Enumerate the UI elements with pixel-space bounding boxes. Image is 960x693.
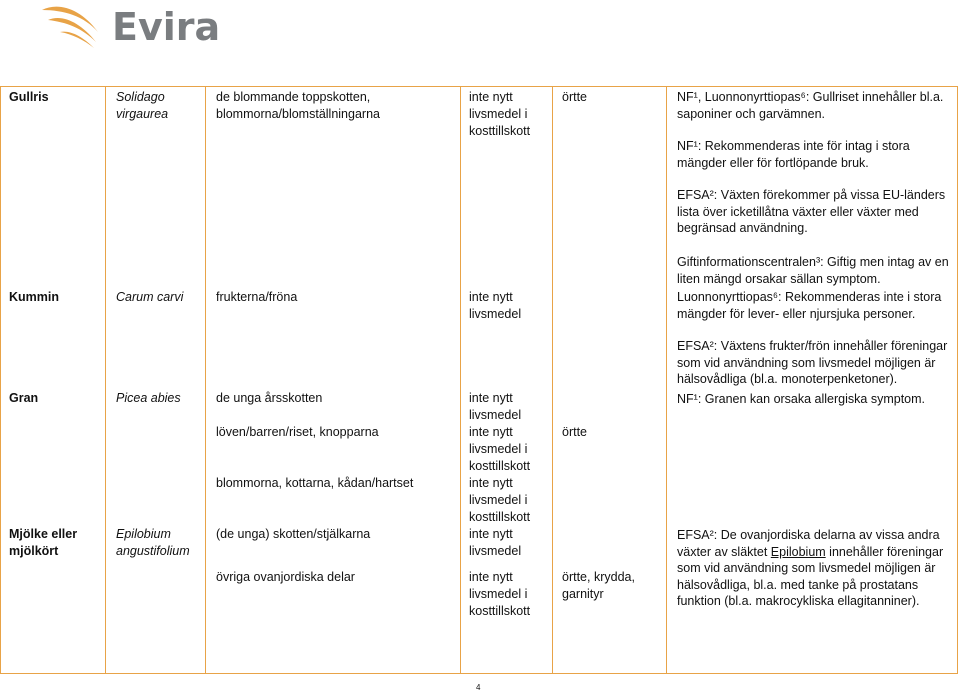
col-border-4 — [552, 86, 553, 674]
evira-logo — [40, 2, 221, 52]
row-gran-part-2-status-3: kosttillskott — [469, 459, 531, 473]
row-mjolke-part-2-use-1: örtte, krydda, — [562, 570, 635, 584]
row-kummin-part: frukterna/fröna — [216, 290, 298, 304]
row-mjolke-part-1-status-2: livsmedel — [469, 544, 522, 558]
row-gullris-part: de blommande toppskotten, blommorna/blomställningarna — [216, 90, 380, 121]
row-gullris-status-2: livsmedel i — [469, 107, 528, 121]
page-number: 4 — [476, 683, 481, 692]
row-gran-part-2-status-2: livsmedel i — [469, 442, 528, 456]
evira-leaf-icon — [40, 2, 112, 52]
col-border-2 — [205, 86, 206, 674]
row-gullris-note-2: NF¹: Rekommenderas inte för intag i stora mängder eller för fortlöpande bruk. — [677, 139, 910, 170]
row-gran-part-2-use: örtte — [562, 425, 588, 439]
row-gran-part-1: de unga årsskotten — [216, 391, 323, 405]
row-gran-part-3-status-1: inte nytt — [469, 476, 513, 490]
row-gullris-use: örtte — [562, 90, 588, 104]
col-border-3 — [460, 86, 461, 674]
row-gullris-status-3: kosttillskott — [469, 124, 531, 138]
row-mjolke-note-1: EFSA²: De ovanjordiska delarna av vissa andra växter av släktet Epilobium innehåller föreningar som vid användning som livsmedel möjligen är hälsovådliga, bl.a. med tanke på prostatans funktion (bl.a. makrocykliska ellagitanniner). — [677, 528, 944, 608]
col-border-1 — [105, 86, 106, 674]
row-gran-part-2-status-1: inte nytt — [469, 425, 513, 439]
row-mjolke-part-2-status-3: kosttillskott — [469, 604, 531, 618]
logo-text: Evira — [112, 5, 221, 49]
row-gran-part-3-status-2: livsmedel i — [469, 493, 528, 507]
row-mjolke-latin-2: angustifolium — [116, 544, 190, 558]
row-kummin-name: Kummin — [9, 290, 59, 304]
row-mjolke-part-1-status-1: inte nytt — [469, 527, 513, 541]
row-gullris-latin-2: virgaurea — [116, 107, 169, 121]
row-kummin-note-3: EFSA²: Växtens frukter/frön innehåller föreningar som vid användning som livsmedel möjligen är hälsovådliga (bl.a. monoterpenketoner). — [677, 339, 948, 386]
row-mjolke-part-1: (de unga) skotten/stjälkarna — [216, 527, 371, 541]
row-kummin-note-2: Luonnonyrttiopas⁶: Rekommenderas inte i stora mängder för lever- eller njursjuka personer. — [677, 290, 942, 321]
col-border-0 — [0, 86, 1, 674]
row-gullris-note-1: NF¹, Luonnonyrttiopas⁶: Gullriset innehåller bl.a. saponiner och garvämnen. — [677, 90, 944, 121]
row-mjolke-part-2: övriga ovanjordiska delar — [216, 570, 355, 584]
table-border-bottom — [0, 673, 958, 674]
row-gullris-name: Gullris — [9, 90, 49, 104]
row-mjolke-latin-1: Epilobium — [116, 527, 171, 541]
row-gran-part-1-status-2: livsmedel — [469, 408, 522, 422]
row-gran-part-2: löven/barren/riset, knopparna — [216, 425, 379, 439]
row-kummin-note-1: Giftinformationscentralen³: Giftig men intag av en liten mängd orsakar sällan symptom. — [677, 255, 949, 286]
row-gran-name: Gran — [9, 391, 39, 405]
col-border-6 — [957, 86, 958, 674]
row-kummin-status-1: inte nytt — [469, 290, 513, 304]
row-gran-note-1: NF¹: Granen kan orsaka allergiska symptom. — [677, 392, 926, 406]
col-border-5 — [666, 86, 667, 674]
row-kummin-latin: Carum carvi — [116, 290, 184, 304]
row-gran-part-3: blommorna, kottarna, kådan/hartset — [216, 476, 414, 490]
row-mjolke-name: Mjölke eller mjölkört — [9, 527, 78, 558]
row-mjolke-part-2-status-1: inte nytt — [469, 570, 513, 584]
row-gullris-status-1: inte nytt — [469, 90, 513, 104]
row-gran-latin: Picea abies — [116, 391, 181, 405]
row-mjolke-part-2-use-2: garnityr — [562, 587, 604, 601]
table-border-top — [0, 86, 958, 87]
row-mjolke-part-2-status-2: livsmedel i — [469, 587, 528, 601]
row-gullris-note-3: EFSA²: Växten förekommer på vissa EU-länders lista över icketillåtna växter eller växter med begränsad användning. — [677, 188, 946, 235]
row-gullris-latin-1: Solidago — [116, 90, 165, 104]
row-kummin-status-2: livsmedel — [469, 307, 522, 321]
row-gran-part-3-status-3: kosttillskott — [469, 510, 531, 524]
row-gran-part-1-status-1: inte nytt — [469, 391, 513, 405]
